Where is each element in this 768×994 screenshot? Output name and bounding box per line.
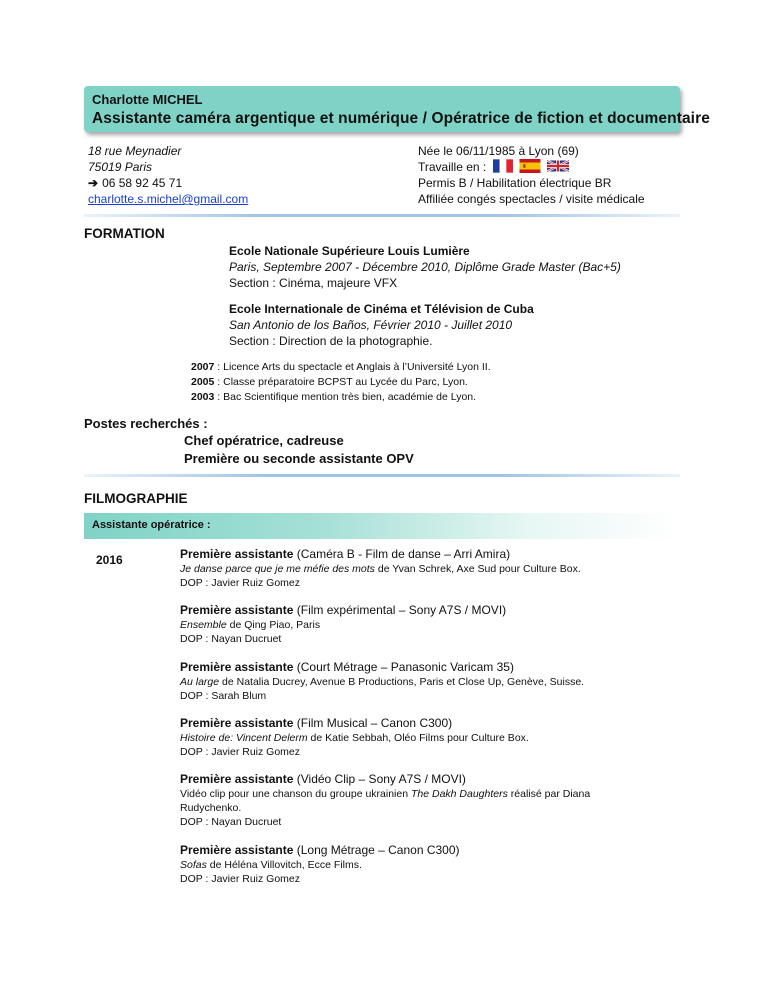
work-credits: de Yvan Schrek, Axe Sud pour Culture Box. xyxy=(374,563,581,575)
uk-flag-icon xyxy=(547,159,569,173)
role-label: Première assistante xyxy=(180,843,294,857)
diploma-item xyxy=(191,360,491,375)
role-detail: (Film expérimental – Sony A7S / MOVI) xyxy=(293,603,507,617)
diploma-year: 2003 xyxy=(191,391,215,403)
film-entry xyxy=(180,602,680,646)
school-entry xyxy=(229,301,534,349)
role-detail: (Caméra B - Film de danse – Arri Amira) xyxy=(293,547,511,561)
candidate-title: Assistante caméra argentique et numérique / Opératrice de fiction et documentaire xyxy=(92,110,710,127)
dop-credit: DOP : Nayan Ducruet xyxy=(180,816,282,828)
work-title: The Dakh Daughters xyxy=(410,788,508,800)
diploma-text: : Bac Scientifique mention très bien, académie de Lyon. xyxy=(214,391,477,403)
dop-credit: DOP : Nayan Ducruet xyxy=(180,633,282,645)
work-title: Histoire de: Vincent Delerm xyxy=(180,732,308,744)
work-credits: de Héléna Villovitch, Ecce Films. xyxy=(206,859,362,871)
city-address: 75019 Paris xyxy=(88,160,153,174)
email-link[interactable]: charlotte.s.michel@gmail.com xyxy=(88,192,249,206)
work-credits: de Natalia Ducrey, Avenue B Productions, Paris et Close Up, Genève, Suisse. xyxy=(219,676,585,688)
work-title: Au large xyxy=(180,676,220,688)
birth-info: Née le 06/11/1985 à Lyon (69) xyxy=(418,144,579,158)
film-entry xyxy=(180,546,680,590)
school-section: Section : Direction de la photographie. xyxy=(229,334,433,348)
diploma-year: 2005 xyxy=(191,376,215,388)
dop-credit: DOP : Javier Ruiz Gomez xyxy=(180,746,301,758)
france-flag-icon xyxy=(493,159,513,173)
contact-left xyxy=(88,143,248,207)
role-detail: (Court Métrage – Panasonic Varicam 35) xyxy=(293,660,514,674)
year-label: 2016 xyxy=(96,553,123,567)
role-label: Première assistante xyxy=(180,772,294,786)
role-label: Première assistante xyxy=(180,660,294,674)
subsection-label: Assistante opératrice : xyxy=(92,519,211,531)
diploma-text: : Classe préparatoire BCPST au Lycée du Parc, Lyon. xyxy=(214,376,468,388)
divider xyxy=(84,474,680,477)
work-credits: de Katie Sebbah, Oléo Films pour Culture Box. xyxy=(307,732,529,744)
diploma-text: : Licence Arts du spectacle et Anglais à l’Université Lyon II. xyxy=(214,361,491,373)
diploma-item xyxy=(191,390,491,405)
school-entry xyxy=(229,243,621,291)
work-credits: réalisé par Diana xyxy=(507,788,591,800)
formation-title: FORMATION xyxy=(84,226,165,241)
work-title: Ensemble xyxy=(180,619,227,631)
divider xyxy=(84,214,680,217)
role-label: Première assistante xyxy=(180,603,294,617)
work-prefix: Vidéo clip pour une chanson du groupe ukrainien xyxy=(180,788,411,800)
film-entry xyxy=(180,715,680,759)
role-label: Première assistante xyxy=(180,716,294,730)
works-in-label: Travaille en : xyxy=(418,160,487,174)
phone-line xyxy=(88,175,248,191)
role-label: Première assistante xyxy=(180,547,294,561)
school-detail: San Antonio de los Baños, Février 2010 - Juillet 2010 xyxy=(229,318,513,332)
works-in-line xyxy=(418,159,645,175)
work-credits-continued: Rudychenko. xyxy=(180,802,242,814)
dop-credit: DOP : Javier Ruiz Gomez xyxy=(180,577,301,589)
work-credits: de Qing Piao, Paris xyxy=(226,619,321,631)
diploma-item xyxy=(191,375,491,390)
phone-number: 06 58 92 45 71 xyxy=(102,176,183,190)
role-detail: (Film Musical – Canon C300) xyxy=(293,716,453,730)
film-entry xyxy=(180,842,680,886)
film-entry xyxy=(180,659,680,703)
filmographie-title: FILMOGRAPHIE xyxy=(84,491,188,506)
dop-credit: DOP : Javier Ruiz Gomez xyxy=(180,873,301,885)
spain-flag-icon xyxy=(519,159,541,173)
street-address: 18 rue Meynadier xyxy=(88,144,182,158)
postes-line: Chef opératrice, cadreuse xyxy=(184,433,344,448)
work-title: Sofas xyxy=(180,859,207,871)
role-detail: (Vidéo Clip – Sony A7S / MOVI) xyxy=(293,772,466,786)
diploma-list xyxy=(191,360,491,405)
school-name: Ecole Nationale Supérieure Louis Lumière xyxy=(229,244,470,258)
postes-line: Première ou seconde assistante OPV xyxy=(184,451,414,466)
work-title: Je danse parce que je me méfie des mots xyxy=(180,563,375,575)
dop-credit: DOP : Sarah Blum xyxy=(180,690,267,702)
school-detail: Paris, Septembre 2007 - Décembre 2010, Diplôme Grade Master (Bac+5) xyxy=(229,260,621,274)
arrow-right-icon: ➔ xyxy=(88,176,99,190)
role-detail: (Long Métrage – Canon C300) xyxy=(293,843,460,857)
contact-right xyxy=(418,143,645,207)
diploma-year: 2007 xyxy=(191,361,215,373)
candidate-name: Charlotte MICHEL xyxy=(92,92,203,107)
postes-title: Postes recherchés : xyxy=(84,416,208,431)
film-entry xyxy=(180,771,680,829)
school-name: Ecole Internationale de Cinéma et Télévision de Cuba xyxy=(229,302,534,316)
school-section: Section : Cinéma, majeure VFX xyxy=(229,276,398,290)
affiliee-info: Affiliée congés spectacles / visite médicale xyxy=(418,192,645,206)
permis-info: Permis B / Habilitation électrique BR xyxy=(418,176,612,190)
